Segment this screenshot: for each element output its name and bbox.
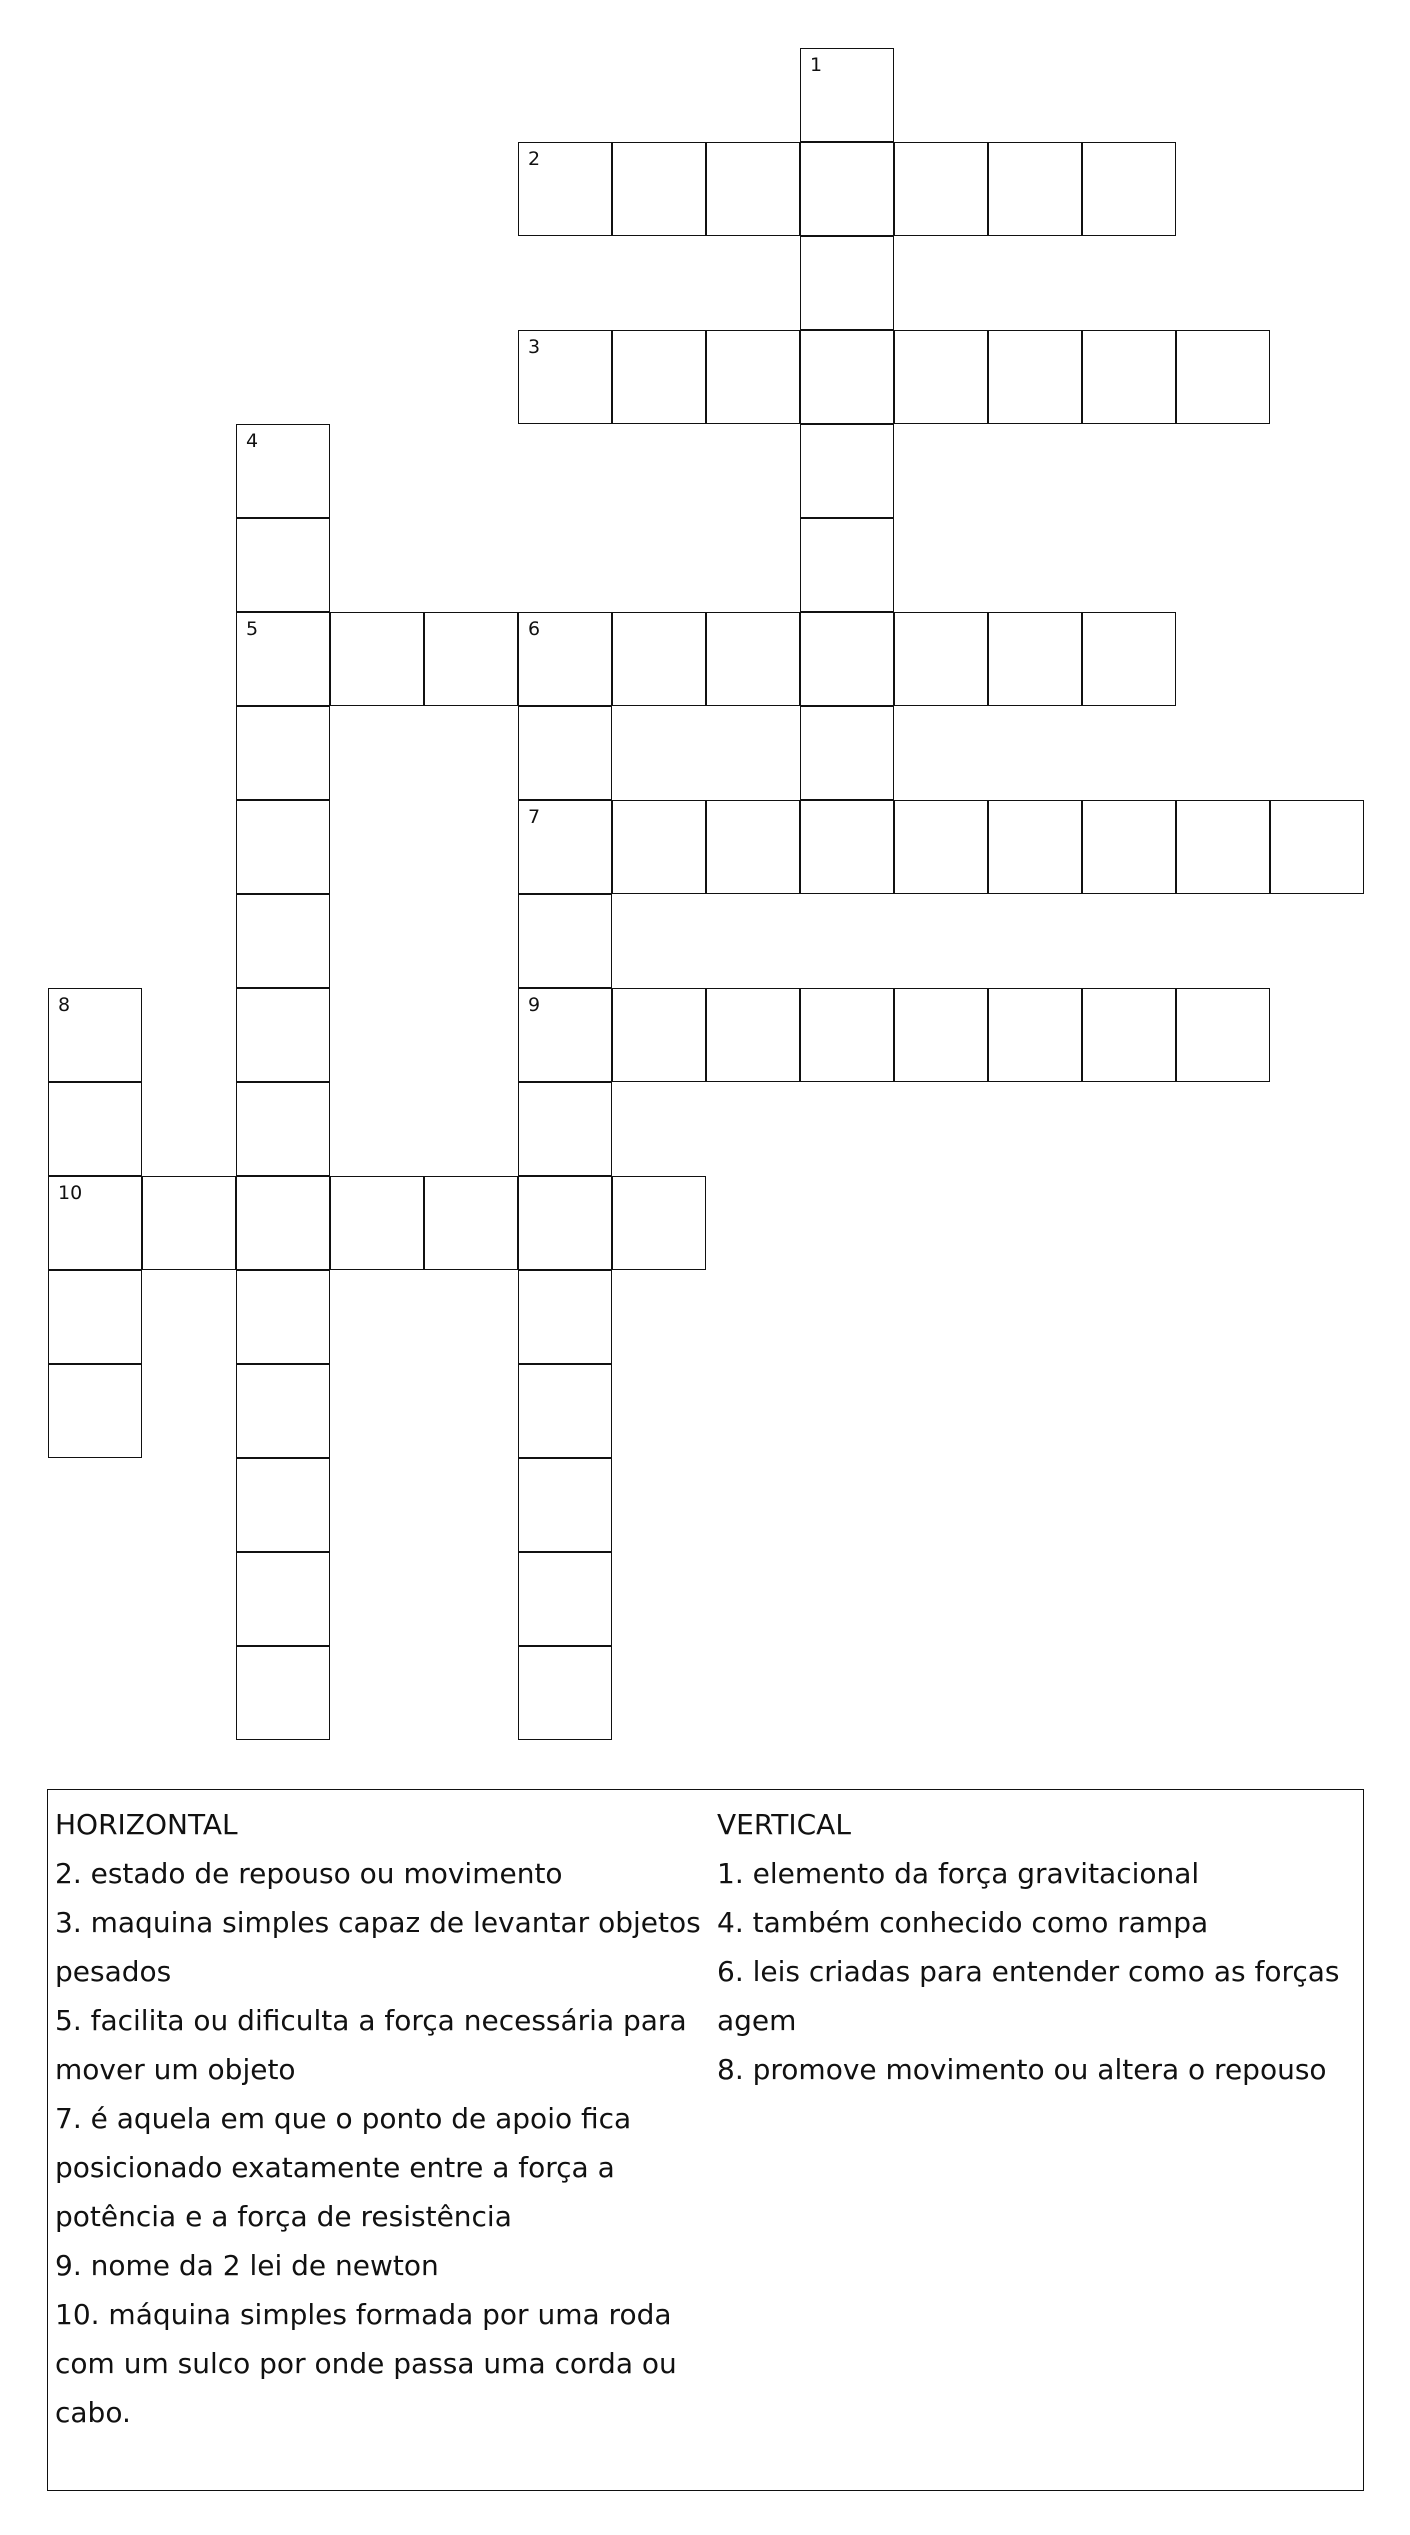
clue-number: 6 (528, 618, 541, 640)
grid-cell[interactable] (894, 800, 988, 894)
grid-cell[interactable] (48, 1364, 142, 1458)
grid-cell[interactable] (612, 142, 706, 236)
clue-h-5: 5. facilita ou dificulta a força necessária para mover um objeto (55, 2004, 687, 2086)
grid-cell[interactable] (236, 1364, 330, 1458)
clue-h-9: 9. nome da 2 lei de newton (55, 2249, 439, 2282)
grid-cell[interactable] (236, 1082, 330, 1176)
grid-cell[interactable] (800, 612, 894, 706)
grid-cell[interactable] (518, 1552, 612, 1646)
grid-cell[interactable] (1176, 800, 1270, 894)
grid-cell[interactable] (518, 988, 612, 1082)
grid-cell[interactable] (48, 1270, 142, 1364)
grid-cell[interactable] (706, 142, 800, 236)
grid-cell[interactable] (988, 800, 1082, 894)
grid-cell[interactable] (518, 1364, 612, 1458)
grid-cell[interactable] (612, 1176, 706, 1270)
grid-cell[interactable] (1082, 330, 1176, 424)
clue-number: 1 (810, 54, 823, 76)
grid-cell[interactable] (706, 988, 800, 1082)
grid-cell[interactable] (1176, 988, 1270, 1082)
clue-number: 4 (246, 430, 259, 452)
clue-number: 8 (58, 994, 71, 1016)
grid-cell[interactable] (988, 142, 1082, 236)
grid-cell[interactable] (1176, 330, 1270, 424)
grid-cell[interactable] (800, 518, 894, 612)
clue-v-6: 6. leis criadas para entender como as forças agem (717, 1955, 1340, 2037)
grid-cell[interactable] (236, 424, 330, 518)
clue-number: 7 (528, 806, 541, 828)
grid-cell[interactable] (518, 1176, 612, 1270)
grid-cell[interactable] (236, 612, 330, 706)
clue-number: 3 (528, 336, 541, 358)
grid-cell[interactable] (518, 706, 612, 800)
grid-cell[interactable] (518, 800, 612, 894)
grid-cell[interactable] (236, 706, 330, 800)
grid-cell[interactable] (330, 612, 424, 706)
grid-cell[interactable] (236, 518, 330, 612)
grid-cell[interactable] (894, 142, 988, 236)
grid-cell[interactable] (706, 612, 800, 706)
grid-cell[interactable] (1082, 800, 1176, 894)
grid-cell[interactable] (800, 800, 894, 894)
grid-cell[interactable] (988, 988, 1082, 1082)
horizontal-title: HORIZONTAL (55, 1808, 238, 1841)
grid-cell[interactable] (800, 706, 894, 800)
grid-cell[interactable] (518, 142, 612, 236)
grid-cell[interactable] (424, 1176, 518, 1270)
grid-cell[interactable] (894, 612, 988, 706)
grid-cell[interactable] (518, 330, 612, 424)
grid-cell[interactable] (612, 612, 706, 706)
grid-cell[interactable] (48, 1082, 142, 1176)
grid-cell[interactable] (518, 1270, 612, 1364)
grid-cell[interactable] (142, 1176, 236, 1270)
grid-cell[interactable] (894, 988, 988, 1082)
clue-v-8: 8. promove movimento ou altera o repouso (717, 2053, 1327, 2086)
grid-cell[interactable] (1082, 988, 1176, 1082)
grid-cell[interactable] (612, 330, 706, 424)
grid-cell[interactable] (612, 988, 706, 1082)
grid-cell[interactable] (518, 612, 612, 706)
grid-cell[interactable] (236, 1552, 330, 1646)
grid-cell[interactable] (706, 800, 800, 894)
grid-cell[interactable] (48, 1176, 142, 1270)
grid-cell[interactable] (236, 800, 330, 894)
grid-cell[interactable] (894, 330, 988, 424)
grid-cell[interactable] (236, 988, 330, 1082)
grid-cell[interactable] (330, 1176, 424, 1270)
grid-cell[interactable] (48, 988, 142, 1082)
grid-cell[interactable] (1270, 800, 1364, 894)
clue-number: 5 (246, 618, 259, 640)
grid-cell[interactable] (800, 424, 894, 518)
clue-v-4: 4. também conhecido como rampa (717, 1906, 1209, 1939)
grid-cell[interactable] (236, 1646, 330, 1740)
clue-number: 10 (58, 1182, 83, 1204)
grid-cell[interactable] (1082, 612, 1176, 706)
grid-cell[interactable] (800, 988, 894, 1082)
grid-cell[interactable] (800, 48, 894, 142)
clue-h-3: 3. maquina simples capaz de levantar objetos pesados (55, 1906, 701, 1988)
grid-cell[interactable] (1082, 142, 1176, 236)
grid-cell[interactable] (988, 330, 1082, 424)
grid-cell[interactable] (706, 330, 800, 424)
horizontal-clues (55, 1800, 705, 2437)
vertical-title: VERTICAL (717, 1808, 851, 1841)
clue-number: 2 (528, 148, 541, 170)
clue-h-7: 7. é aquela em que o ponto de apoio fica posicionado exatamente entre a força a potência e a força de resistência (55, 2102, 632, 2233)
grid-cell[interactable] (236, 894, 330, 988)
clue-h-10: 10. máquina simples formada por uma roda com um sulco por onde passa uma corda ou cabo. (55, 2298, 677, 2429)
grid-cell[interactable] (612, 800, 706, 894)
grid-cell[interactable] (518, 894, 612, 988)
clue-h-2: 2. estado de repouso ou movimento (55, 1857, 563, 1890)
clue-number: 9 (528, 994, 541, 1016)
clue-v-1: 1. elemento da força gravitacional (717, 1857, 1200, 1890)
grid-cell[interactable] (236, 1270, 330, 1364)
grid-cell[interactable] (800, 142, 894, 236)
grid-cell[interactable] (800, 330, 894, 424)
grid-cell[interactable] (236, 1176, 330, 1270)
grid-cell[interactable] (518, 1646, 612, 1740)
grid-cell[interactable] (518, 1082, 612, 1176)
grid-cell[interactable] (236, 1458, 330, 1552)
grid-cell[interactable] (424, 612, 518, 706)
grid-cell[interactable] (988, 612, 1082, 706)
vertical-clues (717, 1800, 1357, 2094)
clues-box (47, 1789, 1364, 2491)
grid-cell[interactable] (518, 1458, 612, 1552)
grid-cell[interactable] (800, 236, 894, 330)
